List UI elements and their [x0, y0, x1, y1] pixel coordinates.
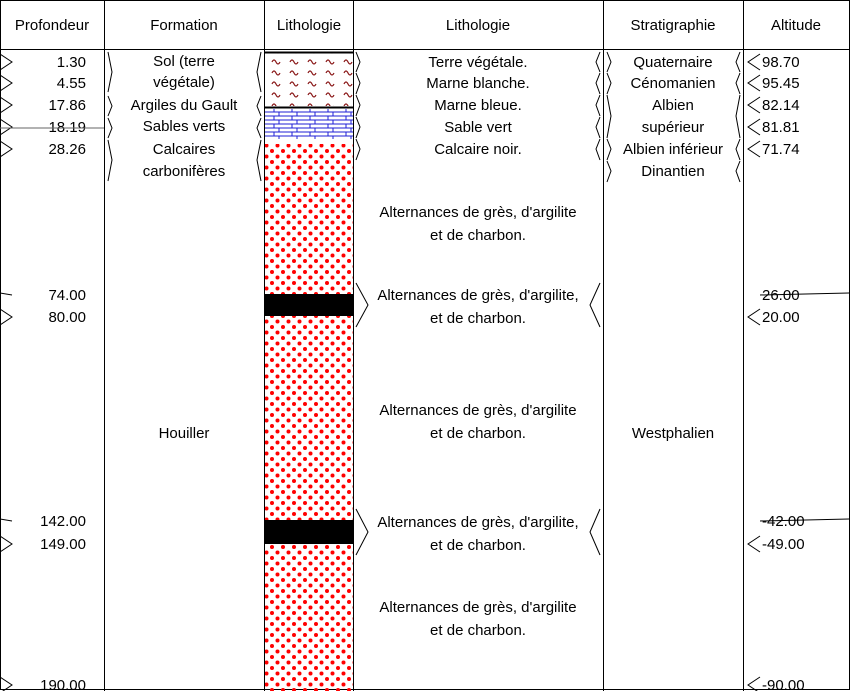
stratigraphy-label: Cénomanien — [630, 75, 716, 92]
header-lithology-graphic: Lithologie — [276, 17, 342, 34]
formation-column — [0, 52, 261, 442]
altitude-label: 98.70 — [762, 54, 800, 71]
sand-layer — [265, 109, 353, 139]
depth-label: 74.00 — [48, 287, 86, 304]
lithology-label: et de charbon. — [430, 310, 526, 327]
depth-tick — [0, 141, 12, 157]
lithology-description-column — [356, 52, 600, 639]
depth-label: 80.00 — [48, 309, 86, 326]
header-depth: Profondeur — [14, 17, 90, 34]
coal-measures-layer — [265, 144, 353, 691]
formation-label: Argiles du Gault — [130, 97, 238, 114]
altitude-tick — [748, 75, 760, 91]
depth-tick — [0, 677, 12, 691]
lithology-label: Marne bleue. — [434, 97, 522, 114]
altitude-tick — [748, 119, 760, 135]
depth-label: 190.00 — [40, 677, 86, 691]
altitude-label: 71.74 — [762, 141, 800, 158]
header-stratigraphy: Stratigraphie — [630, 17, 716, 34]
lithology-label: et de charbon. — [430, 622, 526, 639]
depth-label: 142.00 — [40, 513, 86, 530]
lithology-label: Alternances de grès, d'argilite, — [377, 287, 579, 304]
stratigraphy-label: Albien inférieur — [622, 141, 724, 158]
formation-label: carbonifères — [142, 163, 226, 180]
header-formation: Formation — [150, 17, 218, 34]
lithology-column — [265, 52, 353, 691]
stratigraphy-label: supérieur — [641, 119, 705, 136]
altitude-label: -49.00 — [762, 536, 805, 553]
depth-label: 17.86 — [48, 97, 86, 114]
depth-label: 18.19 — [48, 119, 86, 136]
formation-label: Sables verts — [142, 118, 226, 135]
coal-seam-upper — [265, 294, 353, 316]
depth-tick — [0, 119, 12, 135]
stratigraphy-label: Dinantien — [641, 163, 705, 180]
lithology-label: Alternances de grès, d'argilite, — [377, 514, 579, 531]
altitude-tick — [748, 677, 760, 691]
marl-layer — [265, 52, 353, 106]
formation-label: Calcaires — [152, 141, 216, 158]
depth-tick — [0, 54, 12, 70]
lithology-label: Alternances de grès, d'argilite — [379, 204, 577, 221]
altitude-tick — [748, 54, 760, 70]
altitude-tick — [748, 536, 760, 552]
header-altitude: Altitude — [770, 17, 822, 34]
depth-tick — [0, 293, 12, 295]
header-lithology-description: Lithologie — [445, 17, 511, 34]
depth-tick — [0, 536, 12, 552]
altitude-label: 95.45 — [762, 75, 800, 92]
formation-label: végétale) — [153, 74, 215, 91]
depth-tick — [0, 75, 12, 91]
stratigraphy-label: Westphalien — [631, 425, 715, 442]
formation-label: Houiller — [158, 425, 210, 442]
depth-tick — [0, 519, 12, 521]
altitude-tick — [748, 97, 760, 113]
stratigraphy-label: Albien — [652, 97, 694, 114]
lithology-label: Marne blanche. — [426, 75, 530, 92]
altitude-tick — [748, 141, 760, 157]
depth-label: 149.00 — [40, 536, 86, 553]
altitude-tick — [748, 309, 760, 325]
depth-tick — [0, 309, 12, 325]
altitude-label: 82.14 — [762, 97, 800, 114]
lithology-label: Sable vert — [444, 119, 512, 136]
altitude-label: -42.00 — [762, 513, 805, 530]
altitude-label: 26.00 — [762, 287, 800, 304]
depth-label: 1.30 — [56, 54, 86, 71]
lithology-label: et de charbon. — [430, 537, 526, 554]
lithology-label: et de charbon. — [430, 425, 526, 442]
lithology-label: Alternances de grès, d'argilite — [379, 402, 577, 419]
stratigraphy-column — [607, 52, 740, 442]
coal-seam-lower — [265, 520, 353, 544]
altitude-label: 20.00 — [762, 309, 800, 326]
depth-tick — [0, 97, 12, 113]
depth-label: 28.26 — [48, 141, 86, 158]
lithology-label: Calcaire noir. — [434, 141, 522, 158]
altitude-label: 81.81 — [762, 119, 800, 136]
lithology-label: et de charbon. — [430, 227, 526, 244]
frame — [1, 1, 850, 690]
lithology-label: Alternances de grès, d'argilite — [379, 599, 577, 616]
formation-label: Sol (terre — [153, 53, 215, 70]
stratigraphy-label: Quaternaire — [633, 54, 713, 71]
depth-label: 4.55 — [56, 75, 86, 92]
altitude-label: -90.00 — [762, 677, 805, 691]
lithology-label: Terre végétale. — [428, 54, 528, 71]
